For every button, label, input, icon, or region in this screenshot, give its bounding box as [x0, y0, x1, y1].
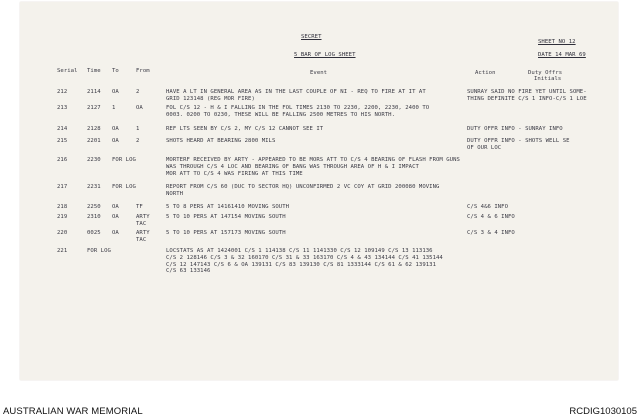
- row-to: FOR LOG: [112, 184, 136, 190]
- row-time: 2230: [87, 157, 101, 163]
- row-event-line: HAVE A LT IN GENERAL AREA AS IN THE LAST COUPLE OF NI - REQ TO FIRE AT IT AT: [166, 89, 426, 95]
- row-serial: 217: [57, 184, 68, 190]
- row-event-line: SHOTS HEARD AT BEARING 2800 MILS: [166, 138, 276, 144]
- row-event-line: GRID 123148 (REG MOR FIRE): [166, 95, 255, 102]
- row-time: 2250: [87, 204, 101, 210]
- row-serial: 212: [57, 89, 68, 95]
- row-event-line: WAS THROUGH C/S 4 LOC AND BEARING OF BANG WAS THROUGH AREA OF H & I IMPACT: [166, 163, 419, 170]
- row-time: 2128: [87, 126, 101, 132]
- row-time: FOR LOG: [87, 248, 111, 254]
- row-action-line: C/S 4&6 INFO: [467, 204, 509, 210]
- row-from: ARTY TAC: [136, 214, 150, 227]
- row-event-line: NORTH: [166, 190, 184, 197]
- row-to: OA: [112, 89, 119, 95]
- row-event-line: REF LTS SEEN BY C/S 2, MY C/S 12 CANNOT SEE IT: [166, 126, 324, 132]
- col-from: From: [136, 68, 150, 74]
- row-event-line: FOL C/S 12 - H & I FALLING IN THE FOL TIMES 2130 TO 2230, 2200, 2230, 2400 TO: [166, 105, 430, 111]
- row-action-line: SUNRAY SAID NO FIRE YET UNTIL SOME-: [467, 89, 587, 95]
- row-to: OA: [112, 214, 119, 220]
- row-serial: 215: [57, 138, 68, 144]
- document-page: [20, 2, 618, 380]
- row-serial: 213: [57, 105, 68, 111]
- row-action-line: DUTY OFFR INFO - SUNRAY INFO: [467, 126, 563, 132]
- row-event-line: 0003. 0200 TO 0230, THESE WILL BE FALLING 2500 METRES TO HIS NORTH.: [166, 111, 395, 118]
- row-event-line: LOCSTATS AS AT 1424001 C/S 1 114138 C/S 11 1141330 C/S 12 109149 C/S 13 113136: [166, 248, 433, 254]
- footer-identifier: RCDIG1030105: [569, 406, 637, 417]
- row-to: FOR LOG: [112, 157, 136, 163]
- row-serial: 219: [57, 214, 68, 220]
- row-to: OA: [112, 138, 119, 144]
- row-time: 2114: [87, 89, 101, 95]
- row-action-line: C/S 4 & 6 INFO: [467, 214, 515, 220]
- col-action: Action: [475, 70, 496, 76]
- row-time: 2231: [87, 184, 101, 190]
- row-from: TF: [136, 204, 143, 210]
- row-event-line: 5 TO 10 PERS AT 157173 MOVING SOUTH: [166, 230, 286, 236]
- date-line: DATE 14 MAR 69: [538, 52, 586, 58]
- row-action-line: DUTY OFFR INFO - SHOTS WELL SE: [467, 138, 570, 144]
- row-action-line: OF OUR LOC: [467, 144, 502, 151]
- row-action-line: THING DEFINITE C/S 1 INFO-C/S 1 LOE: [467, 95, 587, 102]
- row-serial: 214: [57, 126, 68, 132]
- footer-credit: AUSTRALIAN WAR MEMORIAL: [3, 406, 143, 417]
- row-time: 2127: [87, 105, 101, 111]
- row-event-line: 5 TO 8 PERS AT 14161410 MOVING SOUTH: [166, 204, 290, 210]
- col-duty-initials: Initials: [534, 76, 562, 82]
- row-from: 2: [136, 89, 140, 95]
- log-sheet-subtitle: 5 BAR OF LOG SHEET: [294, 52, 356, 58]
- row-event-line: REPORT FROM C/S 60 (DUC TO SECTOR HQ) UNCONFIRMED 2 VC COY AT GRID 200080 MOVING: [166, 184, 440, 190]
- classification-marking: SECRET: [301, 34, 322, 40]
- row-from: 2: [136, 138, 140, 144]
- col-time: Time: [87, 68, 101, 74]
- row-event-line: MOR ATT TO C/S 4 WAS FIRING AT THIS TIME: [166, 170, 303, 177]
- row-action-line: C/S 3 & 4 INFO: [467, 230, 515, 236]
- row-serial: 218: [57, 204, 68, 210]
- row-event-line: C/S 12 147143 C/S 6 & OA 139131 C/S 83 139130 C/S 81 1333144 C/S 61 & 62 139131: [166, 261, 436, 268]
- row-serial: 221: [57, 248, 68, 254]
- row-to: OA: [112, 230, 119, 236]
- row-from: OA: [136, 105, 143, 111]
- sheet-number: SHEET NO 12: [538, 39, 576, 45]
- col-serial: Serial: [57, 68, 78, 74]
- row-time: 0025: [87, 230, 101, 236]
- row-serial: 220: [57, 230, 68, 236]
- col-duty: Duty Offrs: [528, 70, 563, 76]
- row-time: 2310: [87, 214, 101, 220]
- col-to: To: [112, 68, 119, 74]
- footer: [0, 398, 640, 417]
- row-event-line: MORTERF RECEIVED BY ARTY - APPEARED TO BE MORS ATT TO C/S 4 BEARING OF FLASH FROM GUNS: [166, 157, 460, 163]
- row-to: 1: [112, 105, 116, 111]
- row-serial: 216: [57, 157, 68, 163]
- row-event-line: 5 TO 10 PERS AT 147154 MOVING SOUTH: [166, 214, 286, 220]
- row-to: OA: [112, 204, 119, 210]
- row-time: 2201: [87, 138, 101, 144]
- row-to: OA: [112, 126, 119, 132]
- row-from: 1: [136, 126, 140, 132]
- row-from: ARTY TAC: [136, 230, 150, 243]
- col-event: Event: [310, 70, 328, 76]
- row-event-line: C/S 63 133146: [166, 268, 211, 275]
- row-event-line: C/S 2 128146 C/S 3 & 32 160170 C/S 31 & 33 163170 C/S 4 & 43 134144 C/S 41 135144: [166, 254, 443, 261]
